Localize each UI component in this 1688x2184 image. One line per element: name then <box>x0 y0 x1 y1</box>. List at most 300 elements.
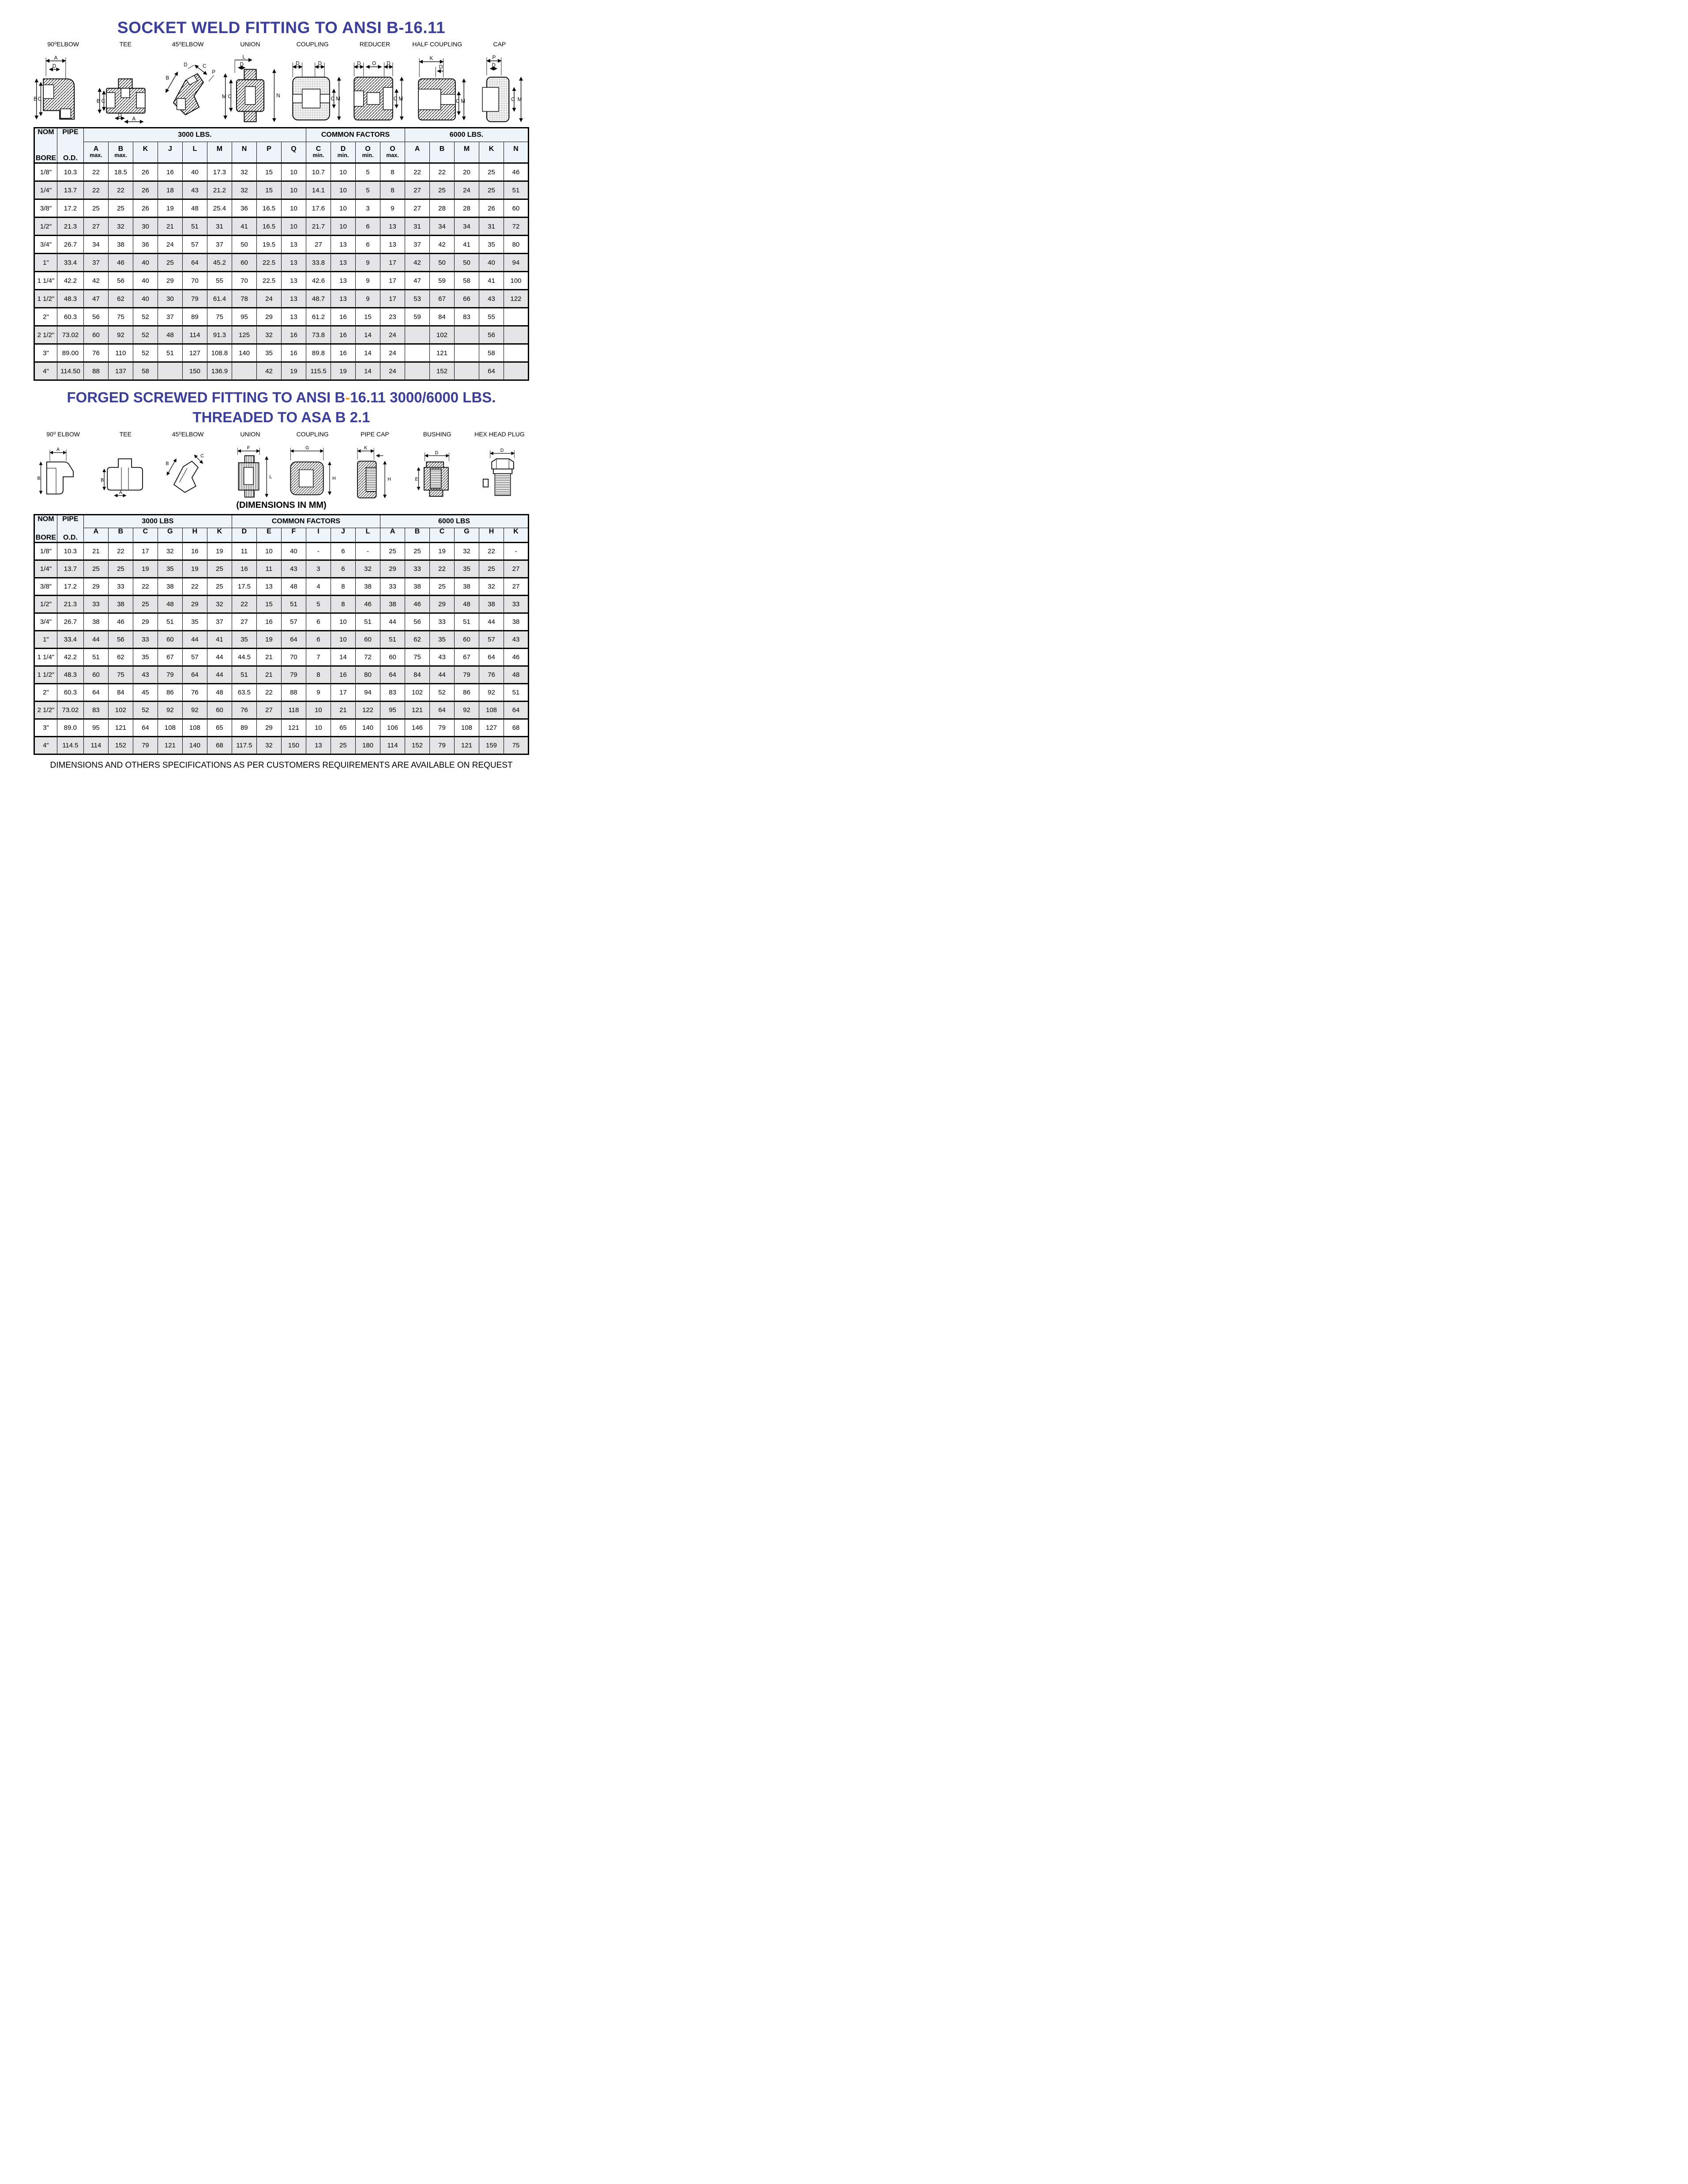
value-cell: 10 <box>331 163 355 181</box>
dim-label: A <box>56 447 60 453</box>
value-cell: 38 <box>380 595 405 613</box>
value-cell: 48.3 <box>57 290 83 308</box>
column-subscript <box>282 536 306 542</box>
value-cell: 55 <box>207 272 232 290</box>
column-header <box>133 142 158 163</box>
forged-title-line1 <box>0 388 563 408</box>
column-letter: H <box>192 528 198 536</box>
value-cell: 25 <box>83 199 108 218</box>
column-letter: A <box>93 528 99 536</box>
dim-label: C <box>101 98 105 105</box>
value-cell: 10 <box>331 613 355 630</box>
value-cell: 56 <box>108 272 133 290</box>
value-cell: 13.7 <box>57 181 83 199</box>
value-cell: 26.7 <box>57 613 83 630</box>
value-cell: 19 <box>207 542 232 560</box>
value-cell: 9 <box>355 272 380 290</box>
column-header <box>232 142 256 163</box>
column-letter: N <box>241 145 247 153</box>
row-size-cell: 3/8" <box>34 199 57 218</box>
sw-half-coupling-drawing <box>407 55 467 124</box>
value-cell: 38 <box>455 578 479 595</box>
column-header <box>207 142 232 163</box>
value-cell: 31 <box>405 218 429 236</box>
value-cell: 27 <box>306 236 331 254</box>
diagram-bushing <box>406 429 468 499</box>
column-letter: B <box>118 145 124 153</box>
row-size-cell: 4" <box>34 362 57 380</box>
row-size-cell: 1/4" <box>34 560 57 578</box>
value-cell: 33 <box>405 560 430 578</box>
value-cell: 60 <box>355 630 380 648</box>
value-cell: 108 <box>158 719 182 736</box>
value-cell: 30 <box>133 218 158 236</box>
value-cell: 42.2 <box>57 272 83 290</box>
value-cell: 10 <box>331 199 355 218</box>
dim-label: D <box>318 60 322 67</box>
value-cell: 84 <box>108 683 133 701</box>
value-cell: 8 <box>380 163 405 181</box>
table-row <box>34 326 528 344</box>
column-letter: F <box>291 528 296 536</box>
value-cell: 25 <box>207 578 232 595</box>
dim-label: P <box>492 55 496 60</box>
row-size-cell: 2 1/2" <box>34 701 57 719</box>
value-cell: 75 <box>108 308 133 326</box>
value-cell: 33.8 <box>306 254 331 272</box>
diagram-90-elbow-screwed <box>32 429 94 499</box>
value-cell: 25 <box>158 254 182 272</box>
column-letter: J <box>168 145 172 153</box>
value-cell: 25 <box>207 560 232 578</box>
value-cell: 137 <box>108 362 133 380</box>
value-cell: 92 <box>455 701 479 719</box>
nom-bore-header <box>34 515 57 543</box>
dim-label: M <box>336 96 341 102</box>
row-size-cell: 3/4" <box>34 236 57 254</box>
value-cell: 32 <box>256 326 281 344</box>
value-cell: 25 <box>479 163 504 181</box>
value-cell: 140 <box>355 719 380 736</box>
header-text: BORE <box>35 533 56 541</box>
table-row <box>34 272 528 290</box>
column-subscript <box>306 536 331 542</box>
value-cell: 94 <box>504 254 528 272</box>
value-cell: 46 <box>355 595 380 613</box>
value-cell: 44 <box>83 630 108 648</box>
value-cell: 29 <box>256 308 281 326</box>
dim-label: D <box>52 63 56 69</box>
value-cell: 70 <box>182 272 207 290</box>
value-cell: 86 <box>158 683 182 701</box>
value-cell: 16.5 <box>256 218 281 236</box>
value-cell: 121 <box>405 701 430 719</box>
footer-note: DIMENSIONS AND OTHERS SPECIFICATIONS AS PER CUSTOMERS REQUIREMENTS ARE AVAILABLE ON REQUEST <box>50 760 513 770</box>
value-cell: 13 <box>281 254 306 272</box>
diagram-label: CAP <box>493 41 506 48</box>
value-cell: 146 <box>405 719 430 736</box>
value-cell: 37 <box>83 254 108 272</box>
value-cell: 44 <box>207 666 232 683</box>
dim-label: B <box>97 98 101 105</box>
value-cell: 10 <box>281 218 306 236</box>
table-row <box>34 344 528 362</box>
value-cell: 10 <box>281 163 306 181</box>
table-row <box>34 719 528 736</box>
value-cell <box>504 326 528 344</box>
group-header: 6000 LBS. <box>405 128 528 142</box>
value-cell: 106 <box>380 719 405 736</box>
catalog-page <box>0 0 563 770</box>
sw-union-drawing <box>220 55 280 124</box>
column-letter: M <box>216 145 223 153</box>
value-cell: 22 <box>479 542 504 560</box>
value-cell: 150 <box>281 736 306 754</box>
value-cell: 24 <box>454 181 479 199</box>
diagram-label: UNION <box>240 431 260 438</box>
value-cell: 17.5 <box>232 578 256 595</box>
value-cell: 35 <box>133 648 158 666</box>
value-cell: 25 <box>331 736 355 754</box>
value-cell: 18 <box>158 181 182 199</box>
header-text: PIPE <box>62 128 79 136</box>
value-cell: 46 <box>108 254 133 272</box>
value-cell: 15 <box>355 308 380 326</box>
value-cell: 60 <box>232 254 256 272</box>
value-cell: 11 <box>232 542 256 560</box>
value-cell: 13.7 <box>57 560 83 578</box>
column-letter: K <box>217 528 222 536</box>
fs-90-elbow-drawing <box>33 445 93 499</box>
value-cell: 51 <box>158 613 182 630</box>
value-cell <box>405 326 429 344</box>
table-row <box>34 362 528 380</box>
fs-union-drawing <box>220 445 280 499</box>
column-letter: G <box>167 528 173 536</box>
value-cell: 33 <box>430 613 455 630</box>
value-cell: 37 <box>405 236 429 254</box>
value-cell: 108.8 <box>207 344 232 362</box>
value-cell: 33 <box>504 595 529 613</box>
value-cell: 75 <box>207 308 232 326</box>
value-cell: 88 <box>281 683 306 701</box>
column-letter: K <box>513 528 519 536</box>
value-cell: 17 <box>380 290 405 308</box>
diagram-45-elbow-screwed <box>157 429 219 499</box>
value-cell: 83 <box>83 701 108 719</box>
column-header <box>405 528 430 543</box>
fs-pipe-cap-drawing <box>345 445 405 499</box>
value-cell <box>158 362 182 380</box>
value-cell: 13 <box>331 272 355 290</box>
value-cell: 80 <box>355 666 380 683</box>
value-cell: 21 <box>256 666 281 683</box>
row-size-cell: 1/8" <box>34 163 57 181</box>
diagram-label: 45⁰ELBOW <box>172 41 204 48</box>
diagram-label: PIPE CAP <box>361 431 389 438</box>
dim-label: D <box>357 60 361 67</box>
value-cell: 48 <box>207 683 232 701</box>
value-cell: 41 <box>232 218 256 236</box>
value-cell: 13 <box>380 236 405 254</box>
value-cell: 40 <box>133 290 158 308</box>
value-cell: 56 <box>108 630 133 648</box>
value-cell: 22.5 <box>256 272 281 290</box>
diagram-pipe-cap <box>344 429 406 499</box>
value-cell: 58 <box>479 344 504 362</box>
dim-label: D <box>387 60 391 67</box>
column-subscript <box>405 536 429 542</box>
value-cell: 86 <box>455 683 479 701</box>
dim-label: P <box>212 69 215 75</box>
column-header <box>207 528 232 543</box>
forged-title-line2: THREADED TO ASA B 2.1 <box>192 409 370 425</box>
value-cell: 84 <box>429 308 454 326</box>
value-cell: 44 <box>380 613 405 630</box>
column-header <box>306 142 331 163</box>
value-cell <box>405 344 429 362</box>
value-cell: 59 <box>429 272 454 290</box>
group-header: 3000 LBS. <box>83 128 306 142</box>
value-cell: 6 <box>306 630 331 648</box>
value-cell: 14.1 <box>306 181 331 199</box>
value-cell: 32 <box>232 163 256 181</box>
value-cell: 48 <box>158 595 182 613</box>
dim-label: H <box>332 476 336 481</box>
value-cell: 100 <box>504 272 528 290</box>
value-cell: 10.3 <box>57 542 83 560</box>
value-cell: 41 <box>454 236 479 254</box>
column-header <box>306 528 331 543</box>
value-cell: 75 <box>108 666 133 683</box>
row-size-cell: 2 1/2" <box>34 326 57 344</box>
value-cell: 8 <box>331 595 355 613</box>
value-cell <box>232 362 256 380</box>
value-cell: 56 <box>405 613 430 630</box>
value-cell: 10 <box>306 719 331 736</box>
value-cell: 16.5 <box>256 199 281 218</box>
value-cell <box>504 344 528 362</box>
value-cell: 7 <box>306 648 331 666</box>
value-cell: 40 <box>281 542 306 560</box>
value-cell: 122 <box>355 701 380 719</box>
value-cell: 41 <box>479 272 504 290</box>
value-cell: 64 <box>504 701 529 719</box>
value-cell: 10 <box>281 181 306 199</box>
value-cell: 79 <box>182 290 207 308</box>
value-cell: 62 <box>108 648 133 666</box>
value-cell: 16 <box>256 613 281 630</box>
value-cell <box>454 326 479 344</box>
value-cell: 43 <box>430 648 455 666</box>
value-cell: 60 <box>380 648 405 666</box>
value-cell: 46 <box>504 163 528 181</box>
value-cell: 33.4 <box>57 254 83 272</box>
value-cell: 73.02 <box>57 326 83 344</box>
column-subscript <box>257 536 281 542</box>
value-cell: 65 <box>331 719 355 736</box>
value-cell: 21 <box>158 218 182 236</box>
value-cell: 32 <box>355 560 380 578</box>
value-cell: 35 <box>455 560 479 578</box>
table-row <box>34 578 528 595</box>
table-row <box>34 613 528 630</box>
fs-tee-drawing <box>95 445 155 499</box>
value-cell: 89.00 <box>57 344 83 362</box>
column-header <box>158 142 182 163</box>
diagram-tee-screwed <box>94 429 157 499</box>
column-subscript <box>479 153 504 159</box>
value-cell: 60 <box>504 199 528 218</box>
value-cell: 60 <box>83 666 108 683</box>
value-cell: 67 <box>455 648 479 666</box>
value-cell: 57 <box>182 648 207 666</box>
value-cell: 33 <box>108 578 133 595</box>
dim-label: C <box>228 94 232 100</box>
value-cell: 29 <box>182 595 207 613</box>
header-text: BORE <box>35 154 56 162</box>
pipe-od-header <box>57 128 83 163</box>
value-cell: 35 <box>479 236 504 254</box>
value-cell: 8 <box>331 578 355 595</box>
value-cell: 73.8 <box>306 326 331 344</box>
value-cell: 121 <box>281 719 306 736</box>
column-subscript <box>504 153 528 159</box>
value-cell: 16 <box>158 163 182 181</box>
value-cell: 44 <box>207 648 232 666</box>
row-size-cell: 3" <box>34 344 57 362</box>
column-header <box>83 528 108 543</box>
value-cell: 13 <box>281 308 306 326</box>
value-cell: 24 <box>380 326 405 344</box>
column-subscript <box>405 153 429 159</box>
value-cell: 60 <box>455 630 479 648</box>
value-cell: 27 <box>405 181 429 199</box>
diagram-union-screwed <box>219 429 281 499</box>
value-cell: 5 <box>355 181 380 199</box>
column-letter: Q <box>291 145 297 153</box>
value-cell: 25 <box>405 542 430 560</box>
column-subscript <box>207 153 232 159</box>
value-cell: 108 <box>455 719 479 736</box>
value-cell: 50 <box>429 254 454 272</box>
column-letter: D <box>340 145 346 153</box>
table-row <box>34 666 528 683</box>
value-cell: 13 <box>331 236 355 254</box>
value-cell: 48.7 <box>306 290 331 308</box>
value-cell: 121 <box>108 719 133 736</box>
column-header <box>454 142 479 163</box>
value-cell: 24 <box>380 344 405 362</box>
dim-label: A <box>119 490 123 495</box>
column-header <box>133 528 158 543</box>
value-cell: 48 <box>158 326 182 344</box>
value-cell: 51 <box>355 613 380 630</box>
column-header <box>380 142 405 163</box>
header-text: NOM <box>38 128 54 136</box>
value-cell: 19 <box>256 630 281 648</box>
value-cell: 34 <box>454 218 479 236</box>
dimensions-note: (DIMENSIONS IN MM) <box>236 500 327 510</box>
value-cell: 22 <box>182 578 207 595</box>
row-size-cell: 1 1/2" <box>34 290 57 308</box>
value-cell: 16 <box>232 560 256 578</box>
value-cell: 35 <box>256 344 281 362</box>
column-subscript <box>207 536 232 542</box>
column-header <box>256 142 281 163</box>
value-cell: 24 <box>380 362 405 380</box>
table-row <box>34 736 528 754</box>
value-cell: 45 <box>133 683 158 701</box>
value-cell: 29 <box>133 613 158 630</box>
value-cell: 92 <box>182 701 207 719</box>
value-cell: 22 <box>232 595 256 613</box>
value-cell: 43 <box>182 181 207 199</box>
column-subscript <box>183 536 207 542</box>
value-cell: 22 <box>430 560 455 578</box>
table-row <box>34 218 528 236</box>
value-cell: 92 <box>479 683 504 701</box>
value-cell: 36 <box>232 199 256 218</box>
value-cell: 115.5 <box>306 362 331 380</box>
column-subscript: max. <box>90 152 102 159</box>
column-subscript <box>282 153 306 159</box>
value-cell <box>454 344 479 362</box>
value-cell: 50 <box>232 236 256 254</box>
value-cell: 140 <box>182 736 207 754</box>
value-cell: 15 <box>256 163 281 181</box>
pipe-od-header <box>57 515 83 543</box>
value-cell: 36 <box>133 236 158 254</box>
column-letter: K <box>143 145 148 153</box>
value-cell: 76 <box>182 683 207 701</box>
nom-bore-header <box>34 128 57 163</box>
value-cell: 6 <box>355 218 380 236</box>
value-cell: 25 <box>430 578 455 595</box>
value-cell: 180 <box>355 736 380 754</box>
value-cell: 73.02 <box>57 701 83 719</box>
diagram-reducer <box>344 39 406 124</box>
value-cell: 13 <box>256 578 281 595</box>
value-cell: 42 <box>429 236 454 254</box>
forged-title-hyphen: - <box>345 389 350 405</box>
value-cell: 13 <box>281 236 306 254</box>
diagram-label: UNION <box>240 41 260 48</box>
value-cell: 35 <box>430 630 455 648</box>
value-cell: 14 <box>331 648 355 666</box>
value-cell: 38 <box>355 578 380 595</box>
row-size-cell: 3" <box>34 719 57 736</box>
value-cell: 89.8 <box>306 344 331 362</box>
group-header: COMMON FACTORS <box>306 128 405 142</box>
value-cell: 51 <box>182 218 207 236</box>
table-row <box>34 701 528 719</box>
value-cell: 92 <box>158 701 182 719</box>
value-cell: 60 <box>158 630 182 648</box>
value-cell: 13 <box>281 290 306 308</box>
column-letter: A <box>390 528 395 536</box>
value-cell: 114.50 <box>57 362 83 380</box>
table-row <box>34 199 528 218</box>
value-cell: 33 <box>133 630 158 648</box>
value-cell: 127 <box>182 344 207 362</box>
value-cell: 25 <box>429 181 454 199</box>
table-row <box>34 308 528 326</box>
value-cell: 44 <box>182 630 207 648</box>
fs-45-elbow-drawing <box>158 445 218 499</box>
group-header: 6000 LBS <box>380 515 529 528</box>
value-cell: 64 <box>380 666 405 683</box>
